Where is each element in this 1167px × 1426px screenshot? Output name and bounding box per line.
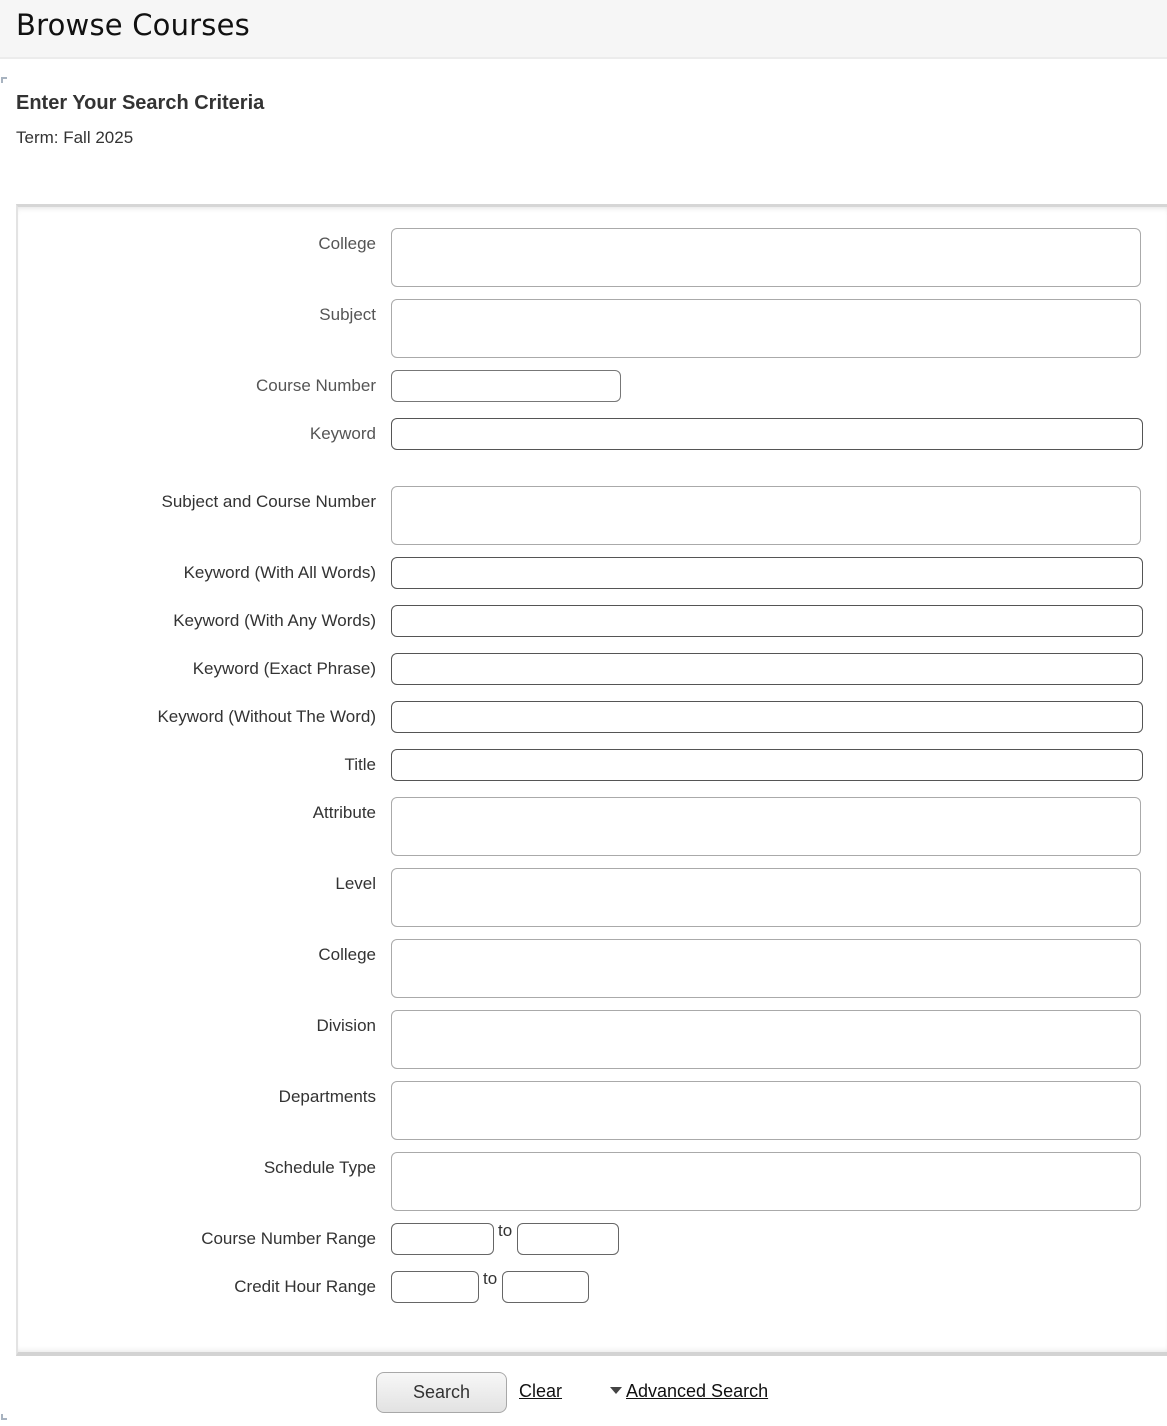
keyword-any-words-label: Keyword (With Any Words) <box>173 611 376 630</box>
attribute-label: Attribute <box>312 803 376 822</box>
course-number-range-separator: to <box>498 1221 513 1240</box>
subject-course-number-label: Subject and Course Number <box>161 492 376 511</box>
schedule-type-select[interactable] <box>391 1152 1141 1211</box>
course-number-range-from-input[interactable] <box>391 1223 494 1255</box>
schedule-type-label: Schedule Type <box>263 1158 376 1177</box>
keyword-all-words-input[interactable] <box>391 557 1143 589</box>
advanced-search-toggle[interactable] <box>610 1381 768 1402</box>
title-input[interactable] <box>391 749 1143 781</box>
title-label: Title <box>344 755 376 774</box>
division-select[interactable] <box>391 1010 1141 1069</box>
college-select[interactable] <box>391 228 1141 287</box>
keyword-label: Keyword <box>309 424 376 443</box>
keyword-input[interactable] <box>391 418 1143 450</box>
attribute-select[interactable] <box>391 797 1141 856</box>
term-label: Term: Fall 2025 <box>16 128 134 147</box>
keyword-exact-phrase-input[interactable] <box>391 653 1143 685</box>
subject-course-number-select[interactable] <box>391 486 1141 545</box>
credit-hour-range-label: Credit Hour Range <box>234 1277 376 1296</box>
keyword-any-words-input[interactable] <box>391 605 1143 637</box>
course-number-label: Course Number <box>256 376 376 395</box>
credit-hour-range-to-input[interactable] <box>502 1271 589 1303</box>
subject-label: Subject <box>319 305 376 324</box>
caret-down-icon <box>610 1387 622 1394</box>
keyword-all-words-label: Keyword (With All Words) <box>183 563 376 582</box>
departments-select[interactable] <box>391 1081 1141 1140</box>
search-button[interactable]: Search <box>376 1372 507 1413</box>
level-select[interactable] <box>391 868 1141 927</box>
keyword-exact-phrase-label: Keyword (Exact Phrase) <box>192 659 376 678</box>
credit-hour-range-separator: to <box>483 1269 498 1288</box>
clear-link[interactable]: Clear <box>519 1381 563 1401</box>
division-label: Division <box>316 1016 376 1035</box>
college-2-label: College <box>318 945 376 964</box>
subject-select[interactable] <box>391 299 1141 358</box>
keyword-without-word-input[interactable] <box>391 701 1143 733</box>
course-number-range-to-input[interactable] <box>517 1223 619 1255</box>
college-2-select[interactable] <box>391 939 1141 998</box>
page-header <box>0 0 1167 59</box>
page-title: Browse Courses <box>16 8 250 42</box>
panel-corner-decoration <box>1 77 7 83</box>
college-label: College <box>318 234 376 253</box>
course-number-range-label: Course Number Range <box>201 1229 376 1248</box>
course-number-input[interactable] <box>391 370 621 402</box>
credit-hour-range-from-input[interactable] <box>391 1271 479 1303</box>
advanced-search-link[interactable]: Advanced Search <box>626 1381 769 1401</box>
search-criteria-heading: Enter Your Search Criteria <box>16 92 265 114</box>
level-label: Level <box>335 874 376 893</box>
keyword-without-word-label: Keyword (Without The Word) <box>157 707 376 726</box>
departments-label: Departments <box>278 1087 376 1106</box>
panel-corner-decoration-bottom <box>1 1414 7 1420</box>
